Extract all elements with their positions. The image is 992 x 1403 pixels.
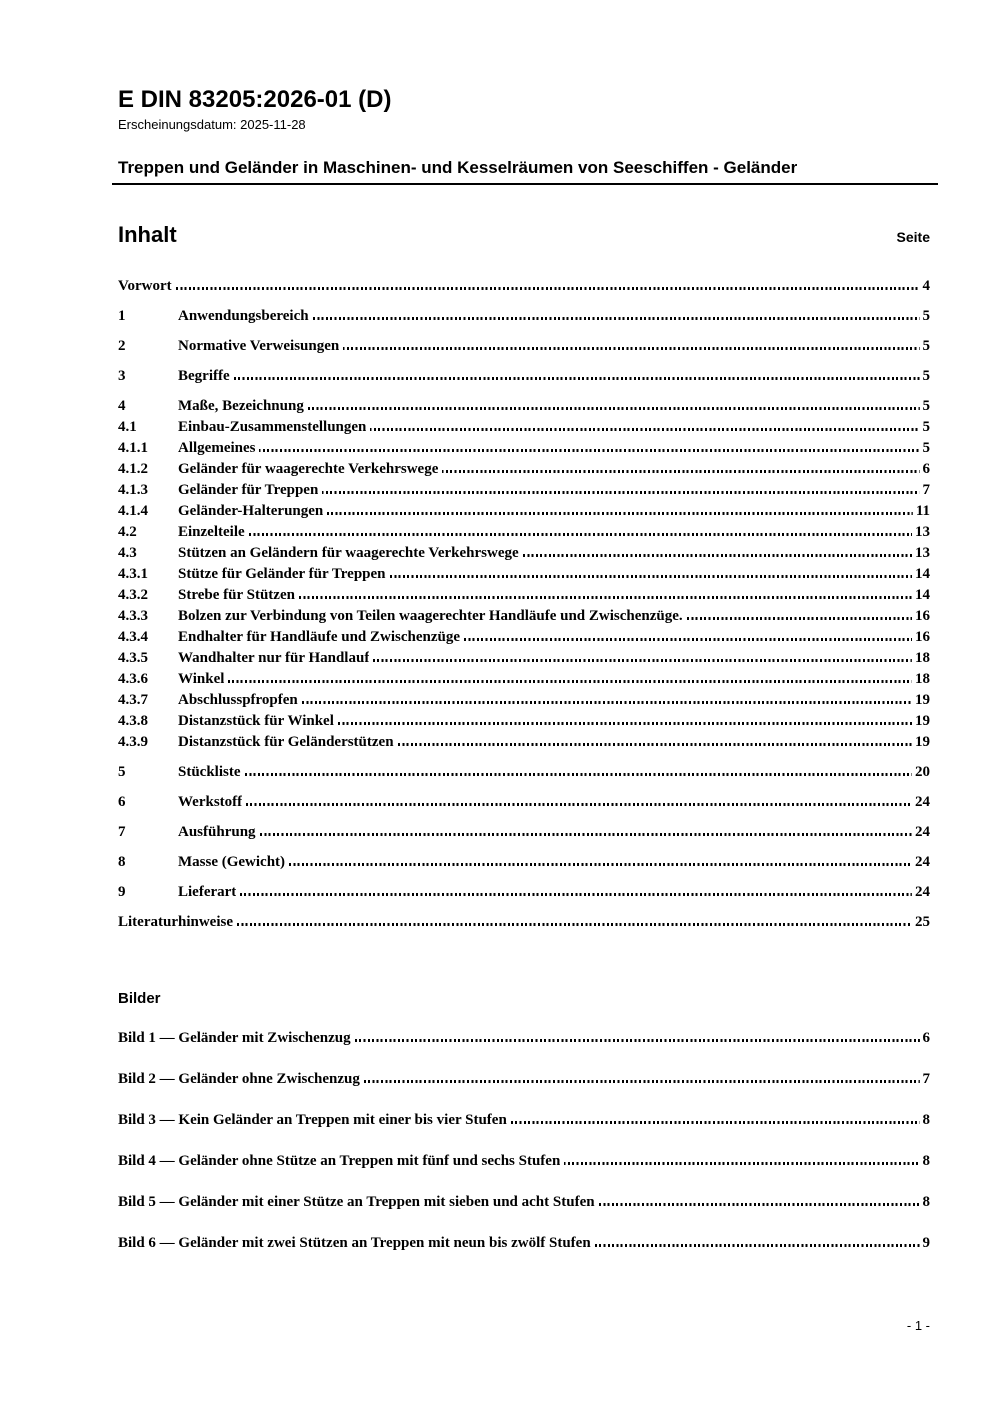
toc-entry-number: 7 [118,824,126,840]
bild-entry-label: Bild 6 — Geländer mit zwei Stützen an Treppen mit neun bis zwölf Stufen [118,1235,591,1251]
leader-dots [373,659,912,662]
toc-entry-label: Werkstoff [178,794,243,810]
toc-entry-number: 9 [118,884,126,900]
bild-entry-label: Bild 4 — Geländer ohne Stütze an Treppen mit fünf und sechs Stufen [118,1153,561,1169]
toc-row [118,306,930,327]
doc-number: E DIN 83205:2026-01 (D) [118,86,392,113]
toc-entry-label: Stützen an Geländern für waagerechte Verkehrswege [178,545,519,561]
toc-entry-page: 24 [915,794,930,810]
toc-entry-page: 11 [915,503,930,519]
leader-dots [302,701,912,704]
leader-dots [289,863,912,866]
bilder-list [118,1028,930,1254]
toc-entry-label: Allgemeines [178,440,256,456]
leader-dots [299,596,912,599]
leader-dots [343,347,919,350]
leader-dots [523,554,912,557]
toc-entry-number: 4.1.1 [118,440,148,456]
toc-row [118,627,930,648]
toc-row [118,711,930,732]
toc-entry-page: 24 [915,884,930,900]
toc-entry-label: Distanzstück für Winkel [178,713,334,729]
page-column-label: Seite [896,229,930,245]
toc-row [118,762,930,783]
toc-entry-page: 16 [915,608,930,624]
toc-entry-page: 5 [922,398,930,414]
toc-entry-page: 25 [915,914,930,930]
toc-entry-label: Stückliste [178,764,241,780]
toc-entry-page: 19 [915,734,930,750]
leader-dots [245,773,912,776]
toc-entry-number: 4.3.2 [118,587,148,603]
page-number: - 1 - [906,1318,930,1333]
toc-entry-page: 24 [915,824,930,840]
toc-heading-row [118,222,930,248]
leader-dots [687,617,912,620]
toc-entry-number: 4.1.4 [118,503,148,519]
leader-dots [390,575,912,578]
toc-entry-label: Distanzstück für Geländerstützen [178,734,394,750]
toc-row [118,792,930,813]
toc-entry-number: 1 [118,308,126,324]
publication-date: Erscheinungsdatum: 2025-11-28 [118,117,306,132]
toc-row [118,852,930,873]
leader-dots [564,1162,919,1165]
leader-dots [313,317,920,320]
toc-list [118,276,930,933]
toc-row [118,543,930,564]
toc-entry-number: 4.1.3 [118,482,148,498]
toc-entry-number: 4.1.2 [118,461,148,477]
leader-dots [176,287,920,290]
toc-entry-label: Geländer für waagerechte Verkehrswege [178,461,439,477]
toc-entry-page: 16 [915,629,930,645]
leader-dots [338,722,912,725]
bild-entry-label: Bild 3 — Kein Geländer an Treppen mit einer bis vier Stufen [118,1112,507,1128]
toc-entry-label: Strebe für Stützen [178,587,295,603]
page-footer [118,1318,930,1333]
toc-row [118,366,930,387]
toc-entry-label: Ausführung [178,824,256,840]
toc-entry-label: Literaturhinweise [118,914,233,930]
toc-entry-label: Lieferart [178,884,237,900]
toc-entry-label: Bolzen zur Verbindung von Teilen waagerechter Handläufe und Zwischenzüge. [178,608,683,624]
toc-row [118,648,930,669]
toc-row [118,669,930,690]
toc-entry-number: 4.3 [118,545,137,561]
toc-entry-number: 2 [118,338,126,354]
toc-entry-label: Einzelteile [178,524,245,540]
toc-entry-page: 18 [915,650,930,666]
toc-entry-page: 5 [922,308,930,324]
toc-entry-label: Vorwort [118,278,172,294]
leader-dots [237,923,912,926]
toc-row [118,396,930,417]
leader-dots [327,512,913,515]
bild-entry-page: 9 [922,1235,930,1251]
toc-entry-page: 6 [922,461,930,477]
leader-dots [246,803,912,806]
toc-entry-page: 18 [915,671,930,687]
leader-dots [370,428,919,431]
toc-entry-label: Anwendungsbereich [178,308,309,324]
leader-dots [511,1121,920,1124]
leader-dots [234,377,920,380]
toc-entry-label: Winkel [178,671,225,687]
bild-row [118,1028,930,1049]
toc-entry-page: 13 [915,524,930,540]
toc-entry-page: 19 [915,713,930,729]
bild-row [118,1110,930,1131]
toc-row [118,585,930,606]
toc-entry-number: 4.3.1 [118,566,148,582]
toc-entry-number: 4 [118,398,126,414]
toc-row [118,606,930,627]
toc-entry-label: Maße, Bezeichnung [178,398,304,414]
leader-dots [259,449,919,452]
toc-entry-page: 14 [915,566,930,582]
bild-row [118,1151,930,1172]
toc-entry-page: 7 [922,482,930,498]
toc-row [118,564,930,585]
toc-row [118,459,930,480]
toc-entry-label: Geländer für Treppen [178,482,319,498]
toc-entry-page: 24 [915,854,930,870]
leader-dots [595,1244,920,1247]
bild-row [118,1233,930,1254]
leader-dots [398,743,912,746]
toc-row [118,336,930,357]
toc-entry-label: Begriffe [178,368,230,384]
toc-entry-label: Wandhalter nur für Handlauf [178,650,370,666]
bild-entry-page: 6 [922,1030,930,1046]
toc-row [118,417,930,438]
leader-dots [322,491,919,494]
toc-row [118,522,930,543]
bild-entry-page: 8 [922,1194,930,1210]
toc-entry-number: 8 [118,854,126,870]
toc-entry-label: Normative Verweisungen [178,338,340,354]
toc-entry-number: 4.3.5 [118,650,148,666]
toc-entry-page: 5 [922,419,930,435]
toc-entry-number: 6 [118,794,126,810]
toc-row [118,912,930,933]
bild-row [118,1192,930,1213]
toc-row [118,732,930,753]
bilder-heading: Bilder [118,990,161,1007]
leader-dots [260,833,912,836]
doc-title: Treppen und Geländer in Maschinen- und Kesselräumen von Seeschiffen - Geländer [118,158,798,177]
toc-entry-number: 4.3.3 [118,608,148,624]
leader-dots [240,893,912,896]
toc-row [118,690,930,711]
toc-row [118,276,930,297]
bild-entry-label: Bild 2 — Geländer ohne Zwischenzug [118,1071,360,1087]
toc-row [118,480,930,501]
bild-entry-page: 8 [922,1153,930,1169]
bild-entry-page: 7 [922,1071,930,1087]
toc-entry-page: 5 [922,368,930,384]
toc-entry-number: 4.1 [118,419,137,435]
toc-entry-page: 5 [922,338,930,354]
toc-entry-page: 13 [915,545,930,561]
leader-dots [599,1203,920,1206]
toc-heading: Inhalt [118,222,177,247]
toc-entry-number: 5 [118,764,126,780]
toc-entry-label: Einbau-Zusammenstellungen [178,419,367,435]
leader-dots [228,680,912,683]
toc-entry-label: Endhalter für Handläufe und Zwischenzüge [178,629,461,645]
leader-dots [364,1080,920,1083]
toc-entry-page: 4 [922,278,930,294]
toc-entry-label: Abschlusspfropfen [178,692,298,708]
toc-row [118,438,930,459]
bild-entry-page: 8 [922,1112,930,1128]
leader-dots [355,1039,920,1042]
leader-dots [464,638,912,641]
leader-dots [308,407,920,410]
doc-title-block [112,155,938,185]
toc-row [118,501,930,522]
toc-row [118,822,930,843]
toc-entry-number: 4.3.7 [118,692,148,708]
leader-dots [442,470,919,473]
toc-entry-number: 4.3.8 [118,713,148,729]
toc-row [118,882,930,903]
bild-entry-label: Bild 1 — Geländer mit Zwischenzug [118,1030,351,1046]
toc-entry-page: 14 [915,587,930,603]
toc-entry-label: Geländer-Halterungen [178,503,324,519]
toc-entry-page: 19 [915,692,930,708]
toc-entry-number: 4.3.9 [118,734,148,750]
toc-entry-number: 4.2 [118,524,137,540]
toc-entry-number: 3 [118,368,126,384]
document-header [118,86,930,133]
leader-dots [249,533,912,536]
toc-entry-page: 5 [922,440,930,456]
title-rule [112,183,938,185]
toc-entry-label: Masse (Gewicht) [178,854,286,870]
toc-entry-label: Stütze für Geländer für Treppen [178,566,386,582]
toc-entry-number: 4.3.4 [118,629,148,645]
toc-entry-page: 20 [915,764,930,780]
toc-entry-number: 4.3.6 [118,671,148,687]
bild-row [118,1069,930,1090]
bild-entry-label: Bild 5 — Geländer mit einer Stütze an Treppen mit sieben und acht Stufen [118,1194,595,1210]
